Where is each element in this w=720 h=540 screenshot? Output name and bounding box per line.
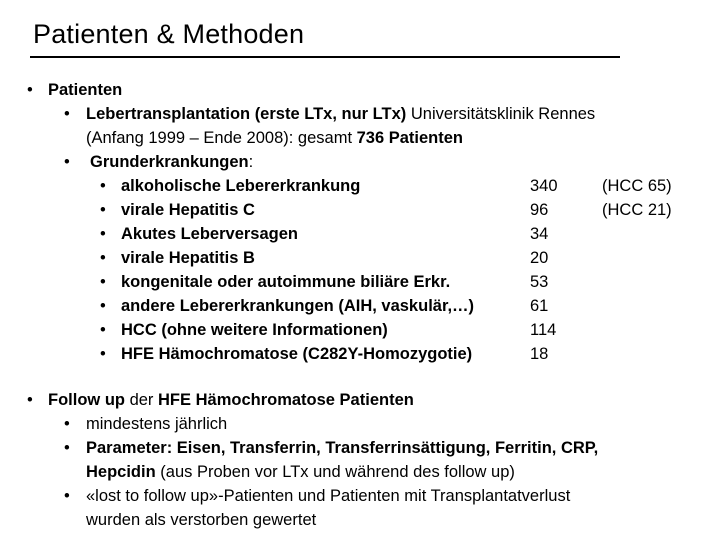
bullet-icon: • — [27, 391, 33, 409]
ltx-bold: Lebertransplantation (erste LTx, nur LTx) — [86, 105, 407, 123]
disease-count: 34 — [530, 225, 549, 243]
bullet-icon: • — [100, 177, 106, 195]
disease-count: 53 — [530, 273, 549, 291]
parameters-line-2: Hepcidin (aus Proben vor LTx und während des follow up) — [86, 463, 515, 481]
ltx-line-1 — [86, 102, 595, 126]
bullet-icon: • — [64, 415, 70, 433]
disease-name: Akutes Leberversagen — [121, 225, 298, 243]
bullet-icon: • — [100, 297, 106, 315]
ltx-period: (Anfang 1999 – Ende 2008): gesamt — [86, 129, 357, 147]
disease-count: 96 — [530, 201, 549, 219]
lost-followup-line-1: «lost to follow up»-Patienten und Patienten mit Transplantatverlust — [86, 487, 571, 505]
disease-hcc: (HCC 65) — [602, 177, 672, 195]
patients-heading: Patienten — [48, 81, 123, 99]
bullet-icon: • — [100, 345, 106, 363]
bullet-icon: • — [100, 321, 106, 339]
disease-count: 340 — [530, 177, 558, 195]
disease-name: HFE Hämochromatose (C282Y-Homozygotie) — [121, 345, 473, 363]
disease-count: 18 — [530, 345, 549, 363]
bullet-icon: • — [64, 439, 70, 457]
slide-title: Patienten & Methoden — [33, 19, 305, 49]
disease-name: virale Hepatitis B — [121, 249, 255, 267]
title-underline — [30, 56, 620, 58]
disease-count: 61 — [530, 297, 549, 315]
disease-name: HCC (ohne weitere Informationen) — [121, 321, 388, 339]
lost-followup-line-2: wurden als verstorben gewertet — [86, 511, 317, 529]
disease-count: 114 — [530, 321, 557, 339]
disease-hcc: (HCC 21) — [602, 201, 672, 219]
bullet-icon: • — [100, 273, 106, 291]
bullet-icon: • — [100, 225, 106, 243]
disease-count: 20 — [530, 249, 549, 267]
parameters-line-1: Parameter: Eisen, Transferrin, Transferrinsättigung, Ferritin, CRP, — [86, 439, 599, 457]
disease-name: alkoholische Lebererkrankung — [121, 177, 361, 195]
bullet-icon: • — [100, 249, 106, 267]
disease-name: virale Hepatitis C — [121, 201, 255, 219]
followup-frequency: mindestens jährlich — [86, 415, 228, 433]
ltx-total: 736 Patienten — [356, 129, 463, 147]
bullet-icon: • — [100, 201, 106, 219]
disease-name: andere Lebererkrankungen (AIH, vaskulär,…) — [121, 297, 475, 315]
bullet-icon: • — [64, 105, 70, 123]
bullet-icon: • — [27, 81, 33, 99]
ltx-line-2 — [86, 126, 463, 150]
followup-heading: Follow up der HFE Hämochromatose Patienten — [48, 391, 414, 409]
bullet-icon: • — [64, 153, 70, 171]
ltx-clinic: Universitätsklinik Rennes — [406, 105, 596, 123]
bullet-icon: • — [64, 487, 70, 505]
grunderkrankungen-heading: Grunderkrankungen: — [90, 153, 254, 171]
disease-name: kongenitale oder autoimmune biliäre Erkr. — [121, 273, 451, 291]
